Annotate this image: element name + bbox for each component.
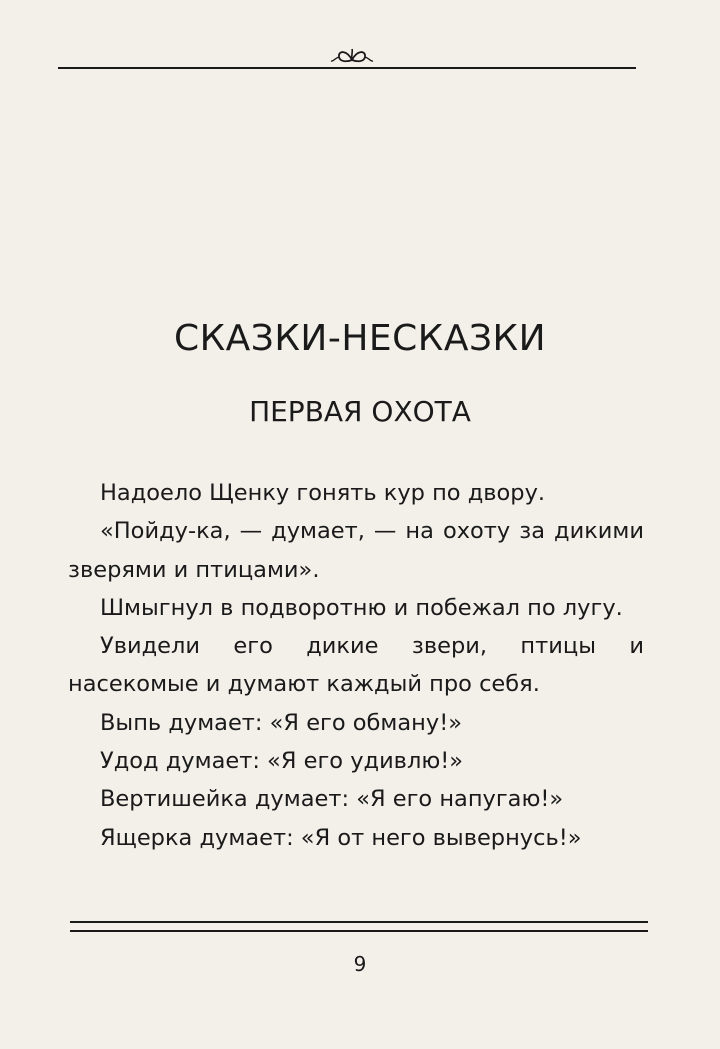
header-rule: [58, 67, 636, 69]
footer-rule-upper: [70, 921, 648, 923]
paragraph: Вертишейка думает: «Я его напугаю!»: [100, 786, 564, 813]
paragraph: Выпь думает: «Я его обману!»: [100, 709, 462, 736]
floral-ornament-icon: [330, 46, 374, 68]
paragraph: Шмыгнул в подворотню и побежал по лугу.: [100, 594, 623, 621]
paragraph: Надоело Щенку гонять кур по двору.: [100, 480, 546, 506]
paragraph: Увидели его дикие звери, птицы и насекомые и думают каждый про себя.: [68, 633, 644, 698]
paragraph: Удод думает: «Я его удивлю!»: [100, 748, 464, 775]
story-body: [68, 474, 644, 857]
page-number: 9: [353, 952, 367, 976]
section-title: СКАЗКИ-НЕСКАЗКИ: [173, 318, 547, 359]
story-title: ПЕРВАЯ ОХОТА: [249, 395, 471, 428]
paragraph: «Пойду-ка, — думает, — на охоту за дикими зверями и птицами».: [68, 518, 644, 583]
paragraph: Ящерка думает: «Я от него вывернусь!»: [100, 824, 582, 851]
footer-rule-lower: [70, 930, 648, 932]
